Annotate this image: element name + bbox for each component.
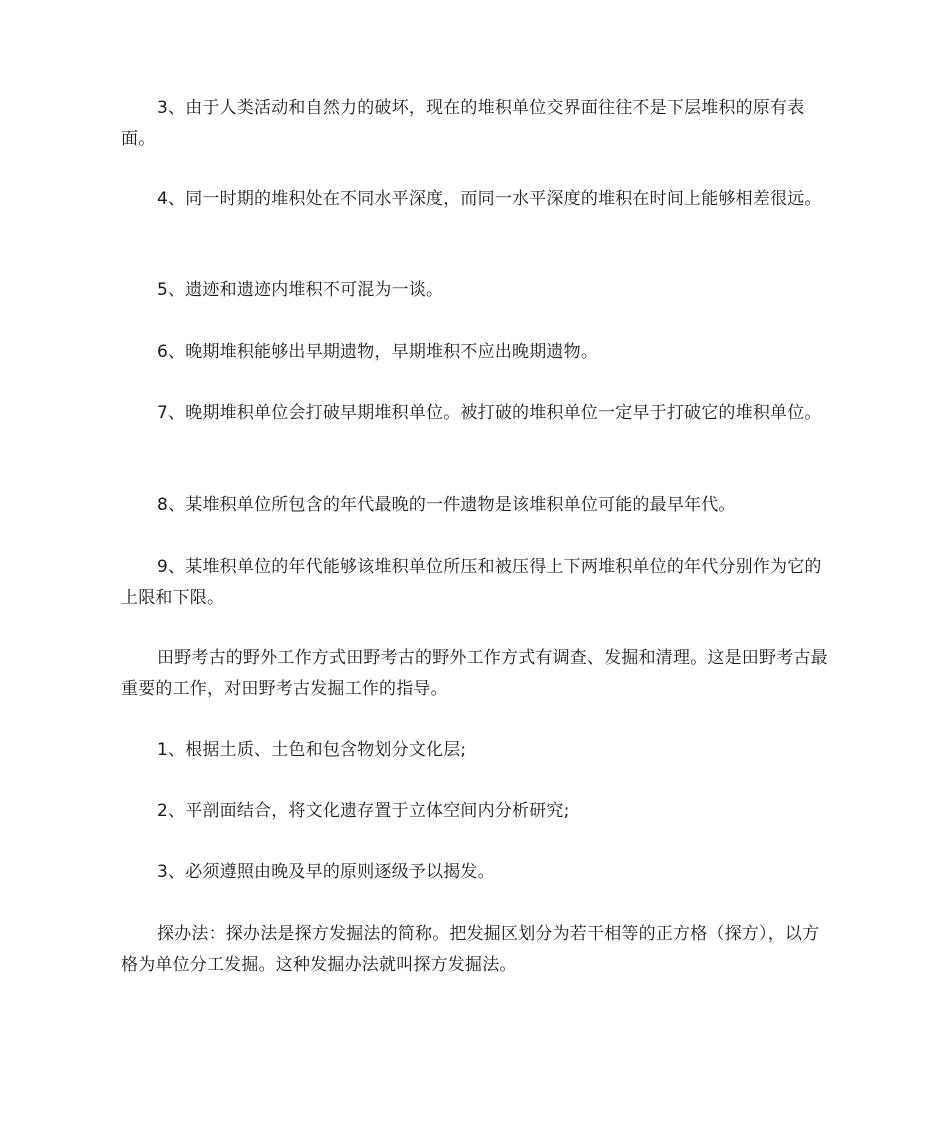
paragraph-item-3-surface: 3、由于人类活动和自然力的破坏，现在的堆积单位交界面往往不是下层堆积的原有表面。 — [121, 98, 805, 149]
paragraph-guideline-2: 2、平剖面结合，将文化遗存置于立体空间内分析研究; — [157, 801, 570, 821]
paragraph-item-5-features: 5、遗迹和遗迹内堆积不可混为一谈。 — [157, 280, 444, 300]
paragraph-fieldwork-methods: 田野考古的野外工作方式田野考古的野外工作方式有调查、发掘和清理。这是田野考古最重要的工作，对田野考古发掘工作的指导。 — [121, 648, 828, 699]
paragraph-item-4-depth: 4、同一时期的堆积处在不同水平深度，而同一水平深度的堆积在时间上能够相差很远。 — [157, 189, 822, 209]
paragraph-item-7-intrusion: 7、晚期堆积单位会打破早期堆积单位。被打破的堆积单位一定早于打破它的堆积单位。 — [157, 403, 822, 423]
paragraph-item-6-artifacts: 6、晚期堆积能够出早期遗物，早期堆积不应出晚期遗物。 — [157, 342, 599, 362]
paragraph-guideline-1: 1、根据土质、土色和包含物划分文化层; — [157, 740, 467, 760]
paragraph-item-9-date-limits: 9、某堆积单位的年代能够该堆积单位所压和被压得上下两堆积单位的年代分别作为它的上限和下限。 — [121, 557, 822, 608]
paragraph-item-8-earliest-date: 8、某堆积单位所包含的年代最晚的一件遗物是该堆积单位可能的最早年代。 — [157, 495, 736, 515]
paragraph-guideline-3: 3、必须遵照由晚及早的原则逐级予以揭发。 — [157, 862, 495, 882]
paragraph-grid-excavation: 探办法：探办法是探方发掘法的简称。把发掘区划分为若干相等的正方格（探方），以方格为单位分工发掘。这种发掘办法就叫探方发掘法。 — [121, 924, 820, 975]
